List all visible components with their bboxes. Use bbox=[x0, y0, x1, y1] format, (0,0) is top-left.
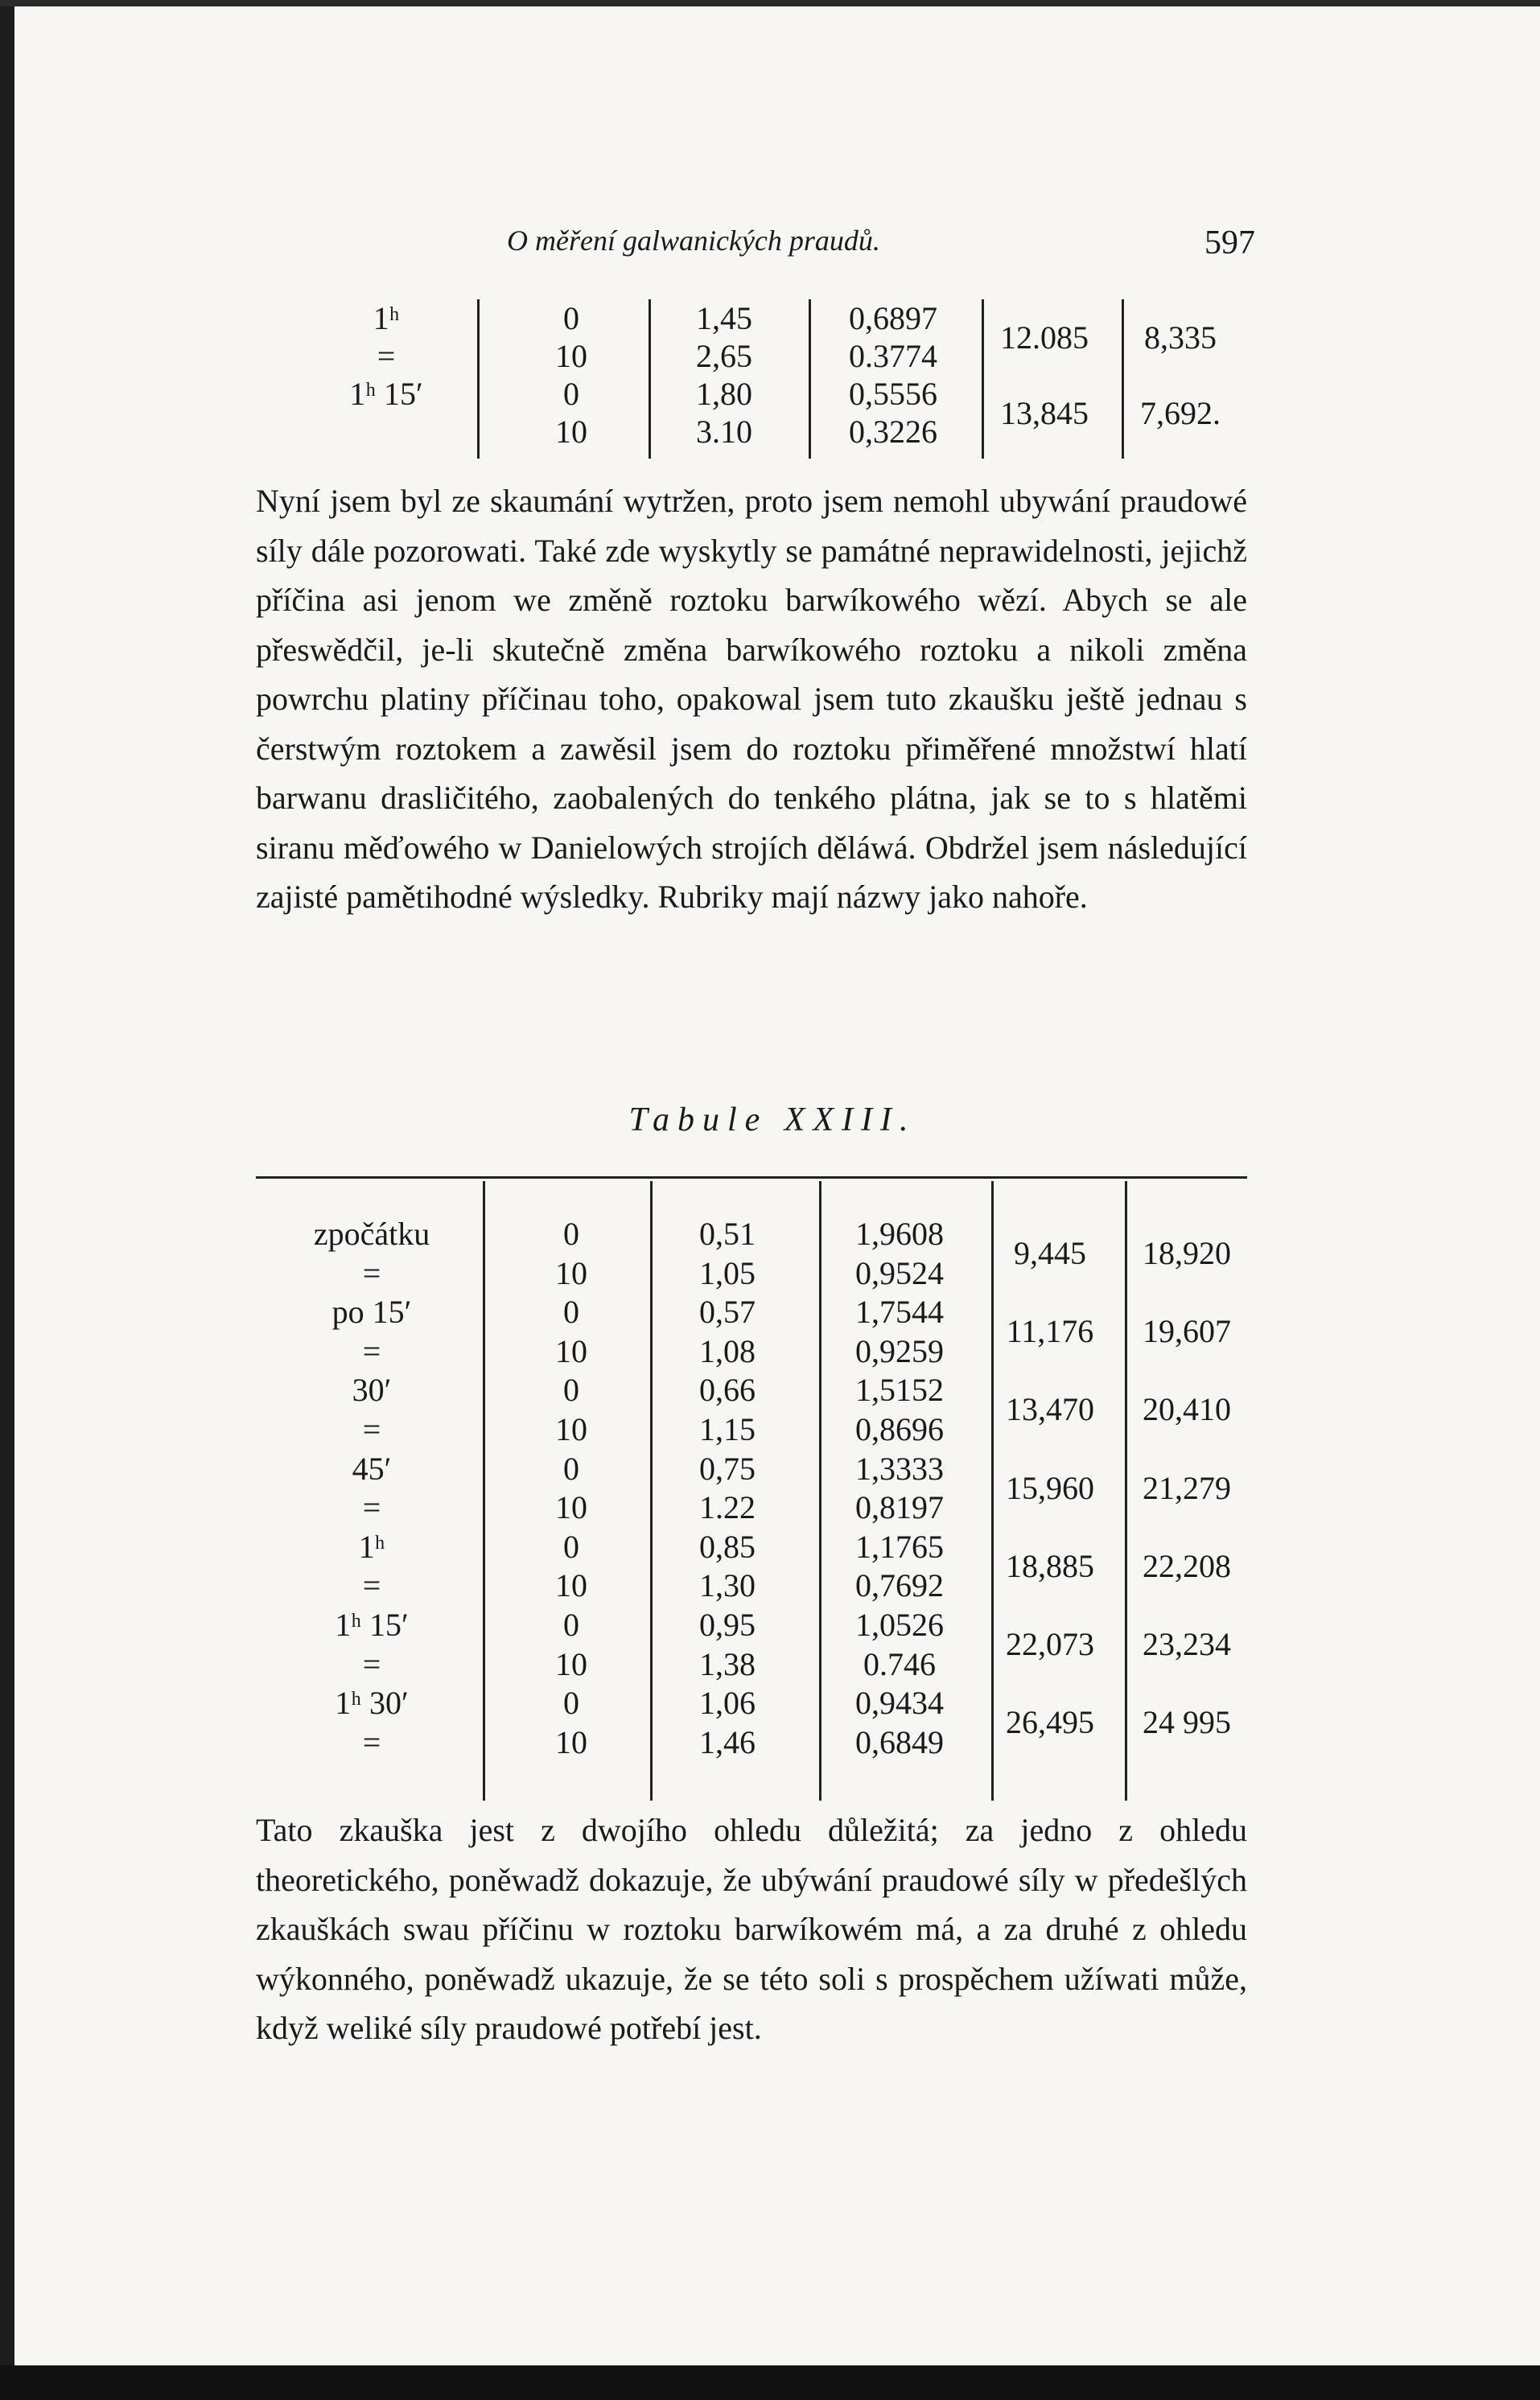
table-main-time-cell: = bbox=[362, 1489, 381, 1526]
table-top-time-cell: 1ʰ 15′ bbox=[349, 376, 423, 412]
table-top-col-b-cell: 1,80 bbox=[696, 376, 752, 412]
table-top-col-c-cell: 0,6897 bbox=[849, 300, 937, 336]
table-main-time-cell: 30′ bbox=[352, 1372, 392, 1409]
table-main-col-b-cell: 1,46 bbox=[699, 1723, 756, 1760]
table-main-col-c-cell: 0,9434 bbox=[855, 1685, 944, 1722]
table-main-col-a-cell: 10 bbox=[555, 1567, 587, 1604]
table-main-col-a-cell: 0 bbox=[563, 1294, 579, 1331]
table-main-col-d-cell: 22,073 bbox=[1006, 1626, 1094, 1662]
table-main-col-b-cell: 0,95 bbox=[699, 1607, 756, 1643]
table-main-column-rule bbox=[650, 1181, 653, 1801]
table-main-col-a-cell: 10 bbox=[555, 1645, 587, 1682]
table-main-time-cell: 1ʰ 15′ bbox=[335, 1607, 409, 1643]
table-top-col-b-cell: 3.10 bbox=[696, 414, 752, 450]
table-main-col-e-cell: 21,279 bbox=[1143, 1469, 1231, 1506]
table-main-col-c-cell: 0,8696 bbox=[855, 1411, 944, 1447]
table-main-col-a-cell: 0 bbox=[563, 1607, 579, 1643]
table-main-column-rule bbox=[991, 1181, 994, 1801]
table-caption: Tabule XXIII. bbox=[628, 1101, 916, 1138]
table-main-col-b-cell: 1,38 bbox=[699, 1645, 756, 1682]
table-main-col-a-cell: 10 bbox=[555, 1723, 587, 1760]
table-top-col-a-cell: 10 bbox=[555, 338, 587, 374]
table-main-col-a-cell: 0 bbox=[563, 1528, 579, 1565]
table-main-col-c-cell: 1,7544 bbox=[855, 1294, 944, 1331]
table-main-col-e-cell: 24 995 bbox=[1143, 1704, 1231, 1741]
table-main-col-c-cell: 1,5152 bbox=[855, 1372, 944, 1409]
table-main-col-b-cell: 1,15 bbox=[699, 1411, 756, 1447]
table-top-col-c-cell: 0,5556 bbox=[849, 376, 937, 412]
table-top-col-b-cell: 2,65 bbox=[696, 338, 752, 374]
table-top-col-b-cell: 1,45 bbox=[696, 300, 752, 336]
table-main-time-cell: = bbox=[362, 1723, 381, 1760]
table-main-top-rule bbox=[256, 1176, 1247, 1179]
table-main-col-e-cell: 20,410 bbox=[1143, 1391, 1231, 1428]
table-top-col-d-cell: 12.085 bbox=[1000, 319, 1089, 356]
table-top-col-e-cell: 7,692. bbox=[1140, 395, 1221, 431]
table-main-col-e-cell: 19,607 bbox=[1143, 1313, 1231, 1350]
table-main-time-cell: 45′ bbox=[352, 1450, 392, 1487]
table-main-col-b-cell: 1,06 bbox=[699, 1685, 756, 1722]
paragraph-2: Tato zkauška jest z dwojího ohledu důležitá; za jedno z ohledu theoretického, poněwadž dokazuje, že ubýwání praudowé síly w předešlých zkauškách swau příčinu w roztoku barwíkowém má, a za druhé z ohledu wýkonného, poněwadž ukazuje, že se této soli s prospěchem užíwati může, když weliké síly praudowé potřebí jest. bbox=[256, 1812, 1247, 2046]
table-main-time-cell: = bbox=[362, 1411, 381, 1447]
table-main-col-e-cell: 22,208 bbox=[1143, 1547, 1231, 1584]
table-main-col-b-cell: 0,57 bbox=[699, 1294, 756, 1331]
table-main-col-b-cell: 1,30 bbox=[699, 1567, 756, 1604]
table-top-col-a-cell: 0 bbox=[563, 376, 579, 412]
table-main-col-b-cell: 0,51 bbox=[699, 1216, 756, 1252]
table-main-col-d-cell: 9,445 bbox=[1014, 1235, 1086, 1271]
table-main-time-cell: = bbox=[362, 1332, 381, 1369]
table-main-col-d-cell: 13,470 bbox=[1006, 1391, 1094, 1428]
table-main-col-c-cell: 1,1765 bbox=[855, 1528, 944, 1565]
table-main-col-d-cell: 26,495 bbox=[1006, 1704, 1094, 1741]
table-main-time-cell: = bbox=[362, 1254, 381, 1291]
table-main-time-cell: = bbox=[362, 1645, 381, 1682]
page-edge-bottom bbox=[0, 2365, 1540, 2400]
table-main-time-cell: = bbox=[362, 1567, 381, 1604]
table-main-col-a-cell: 0 bbox=[563, 1685, 579, 1722]
table-main-time-cell: zpočátku bbox=[313, 1216, 430, 1252]
table-top-col-a-cell: 0 bbox=[563, 300, 579, 336]
table-main-col-a-cell: 0 bbox=[563, 1372, 579, 1409]
table-main-col-a-cell: 0 bbox=[563, 1216, 579, 1252]
table-main-col-a-cell: 10 bbox=[555, 1332, 587, 1369]
table-main-column-rule bbox=[819, 1181, 821, 1801]
table-main-col-c-cell: 0,9259 bbox=[855, 1332, 944, 1369]
table-top-time-cell: = bbox=[377, 338, 396, 374]
table-main-col-d-cell: 18,885 bbox=[1006, 1547, 1094, 1584]
paragraph-1: Nyní jsem byl ze skaumání wytržen, proto jsem nemohl ubywání praudowé síly dále pozorowati. Také zde wyskytly se památné neprawidelnosti, jejichž příčina asi jenom we změně roztoku barwíkowého wězí. Abych se ale přeswědčil, je-li skutečně změna barwíkowého roztoku a nikoli změna powrchu platiny příčinau toho, opakowal jsem tuto zkaušku ještě jednau s čerstwým roztokem a zawěsil jsem do roztoku přiměřené množstwí hlatí barwanu drasličitého, zaobalených do tenkého plátna, jak se to s hlatěmi siranu měďowého w Danielowých strojích děláwá. Obdržel jsem následující zajisté pamětihodné wýsledky. Rubriky mají názwy jako nahoře. bbox=[256, 483, 1247, 915]
table-main-col-d-cell: 11,176 bbox=[1006, 1313, 1094, 1350]
table-main-col-c-cell: 1,9608 bbox=[855, 1216, 944, 1252]
table-main-time-cell: po 15′ bbox=[331, 1294, 412, 1331]
table-main-col-d-cell: 15,960 bbox=[1006, 1469, 1094, 1506]
table-main-col-c-cell: 0.746 bbox=[863, 1645, 936, 1682]
table-top-col-a-cell: 10 bbox=[555, 414, 587, 450]
table-main-col-c-cell: 0,9524 bbox=[855, 1254, 944, 1291]
page-number: 597 bbox=[1204, 224, 1255, 261]
table-top-col-e-cell: 8,335 bbox=[1144, 319, 1217, 356]
table-main-column-rule bbox=[483, 1181, 485, 1801]
table-main-col-c-cell: 0,8197 bbox=[855, 1489, 944, 1526]
table-main-col-a-cell: 0 bbox=[563, 1450, 579, 1487]
table-main-col-c-cell: 1,3333 bbox=[855, 1450, 944, 1487]
table-top-time-cell: 1ʰ bbox=[373, 300, 400, 336]
table-main-col-e-cell: 18,920 bbox=[1143, 1235, 1231, 1271]
table-main-time-cell: 1ʰ bbox=[358, 1528, 385, 1565]
table-main-col-b-cell: 1,05 bbox=[699, 1254, 756, 1291]
table-main-col-a-cell: 10 bbox=[555, 1411, 587, 1447]
table-main-col-e-cell: 23,234 bbox=[1143, 1626, 1231, 1662]
table-main-col-b-cell: 0,66 bbox=[699, 1372, 756, 1409]
table-main-col-b-cell: 1,08 bbox=[699, 1332, 756, 1369]
table-top-col-c-cell: 0,3226 bbox=[849, 414, 937, 450]
table-main-col-c-cell: 0,6849 bbox=[855, 1723, 944, 1760]
table-main-col-c-cell: 1,0526 bbox=[855, 1607, 944, 1643]
table-main-col-b-cell: 1.22 bbox=[699, 1489, 756, 1526]
table-main-time-cell: 1ʰ 30′ bbox=[335, 1685, 409, 1722]
table-top-col-d-cell: 13,845 bbox=[1000, 395, 1089, 431]
table-main-col-c-cell: 0,7692 bbox=[855, 1567, 944, 1604]
running-head: O měření galwanických praudů. bbox=[507, 224, 880, 257]
table-main-col-a-cell: 10 bbox=[555, 1489, 587, 1526]
table-main-col-b-cell: 0,85 bbox=[699, 1528, 756, 1565]
table-main-column-rule bbox=[1125, 1181, 1127, 1801]
table-top-col-c-cell: 0.3774 bbox=[849, 338, 937, 374]
table-main-col-a-cell: 10 bbox=[555, 1254, 587, 1291]
table-main-col-b-cell: 0,75 bbox=[699, 1450, 756, 1487]
